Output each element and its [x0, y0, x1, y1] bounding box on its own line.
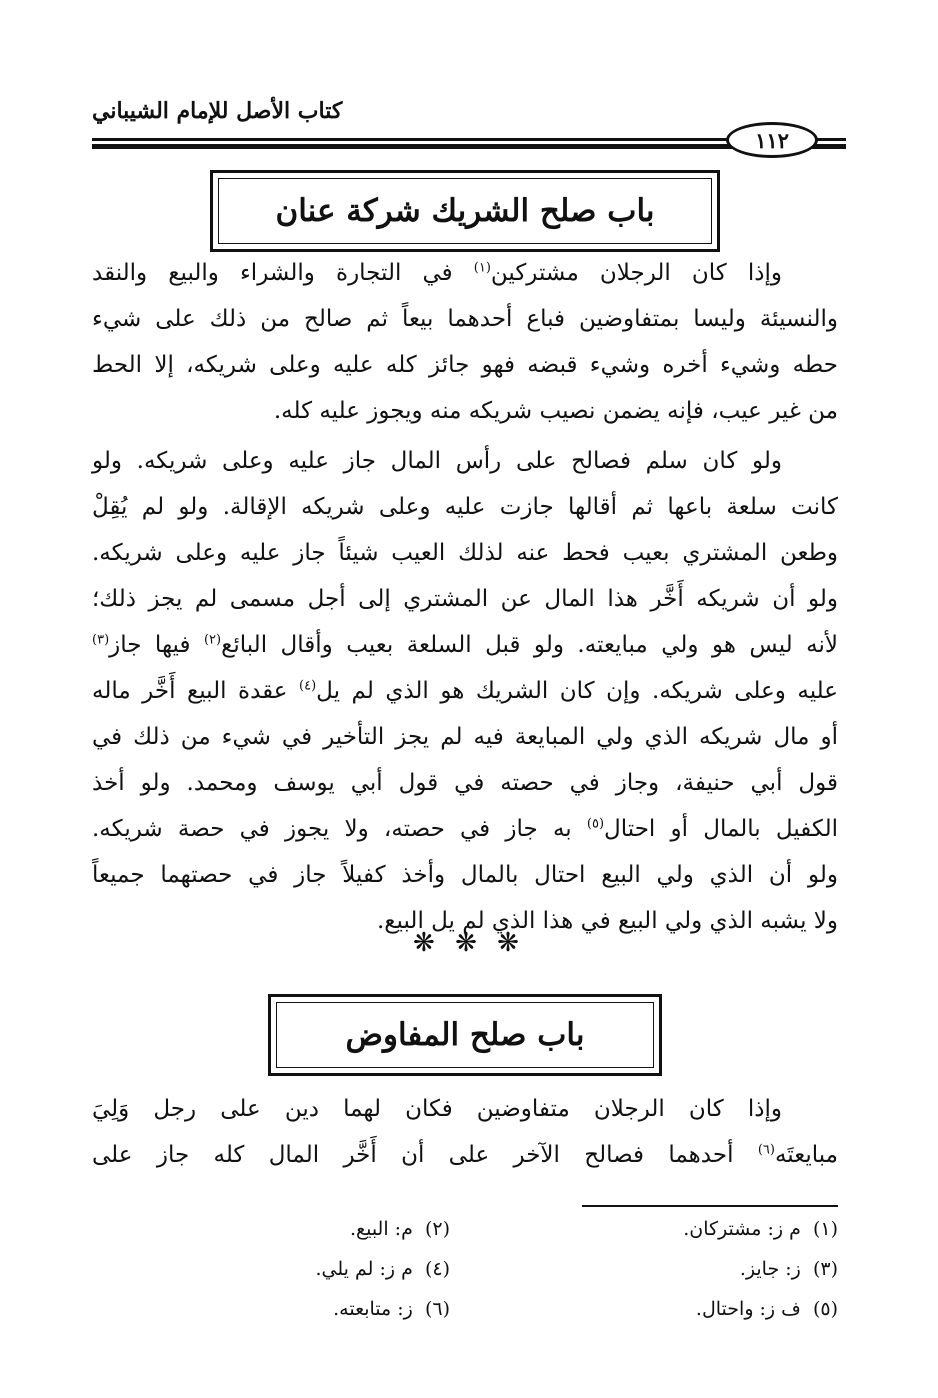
- text-line: ولا يشبه الذي ولي البيع في هذا الذي لم يل البيع.: [377, 908, 838, 934]
- text-line: مبايعتَه$^{(٦)}$ أحدهما فصالح الآخر على أن أَخَّر المال كله جاز على: [92, 1142, 838, 1168]
- text-line: ولو كان سلم فصالح على رأس المال جاز عليه وعلى شريكه. ولو: [92, 448, 782, 474]
- footnote-ref: (٢): [203, 632, 222, 648]
- footnote-separator: [582, 1205, 838, 1207]
- footnote-ref: (١): [473, 260, 491, 276]
- text-line: كانت سلعة باعها ثم أقالها جازت عليه وعلى شريكه الإقالة. ولو لم يُقِلْ: [92, 494, 838, 520]
- text-line: ولو أن شريكه أَخَّر هذا المال عن المشتري إلى أجل مسمى لم يجز ذلك؛: [92, 586, 838, 612]
- chapter-title-frame: [268, 994, 662, 1076]
- paragraph: [92, 438, 838, 944]
- text-line: وإذا كان الرجلان متفاوضين فكان لهما دين على رجل وَلِيَ: [92, 1096, 782, 1122]
- text-line: عليه وعلى شريكه. وإن كان الشريك هو الذي لم يل$^{(٤)}$ عقدة البيع أَخَّر ماله: [92, 678, 838, 704]
- paragraph: [92, 250, 838, 434]
- text-line: قول أبي حنيفة، وجاز في حصته في قول أبي يوسف ومحمد. ولو أخذ: [92, 770, 838, 796]
- footnote-ref: (٤): [299, 678, 317, 694]
- footnote: (٥) ف ز: واحتال.: [695, 1298, 838, 1320]
- page-number: ١١٢: [726, 122, 818, 158]
- running-header: [92, 98, 846, 160]
- text-line: ولو أن الذي ولي البيع احتال بالمال وأخذ كفيلاً جاز في حصتهما جميعاً: [92, 862, 838, 888]
- chapter-title: باب صلح الشريك شركة عنان: [275, 193, 655, 229]
- book-title: كتاب الأصل للإمام الشيباني: [92, 98, 343, 124]
- footnote: (٣) ز: جايز.: [739, 1258, 838, 1280]
- footnote-ref: (٦): [757, 1142, 775, 1158]
- paragraph: [92, 1086, 838, 1178]
- footnote: (٢) م: البيع.: [349, 1218, 450, 1240]
- footnote: (٦) ز: متابعته.: [333, 1298, 450, 1320]
- footnotes: [98, 1218, 838, 1338]
- text-line: وطعن المشتري بعيب فحط عنه لذلك العيب شيئاً جاز عليه وعلى شريكه.: [92, 540, 838, 566]
- text-line: من غير عيب، فإنه يضمن نصيب شريكه منه ويجوز عليه كله.: [273, 398, 838, 424]
- chapter-title: باب صلح المفاوض: [345, 1017, 585, 1053]
- text-line: لأنه ليس هو ولي مبايعته. ولو قبل السلعة بعيب وأقال البائع$^{(٢)}$ فيها جاز$^{(٣)}$: [92, 632, 839, 658]
- footnote: (٤) م ز: لم يلي.: [315, 1258, 450, 1280]
- text-line: والنسيئة وليسا بمتفاوضين فباع أحدهما بيعاً ثم صالح من ذلك على شيء: [92, 306, 838, 332]
- footnote-ref: (٣): [92, 632, 110, 648]
- text-line: وإذا كان الرجلان مشتركين$^{(١)}$ في التجارة والشراء والبيع والنقد: [92, 260, 782, 286]
- section-ornament: ❋ ❋ ❋: [413, 928, 525, 958]
- text-line: أو مال شريكه الذي ولي المبايعة فيه لم يجز التأخير في شيء من ذلك في: [92, 724, 838, 750]
- chapter-title-frame: [210, 170, 720, 252]
- footnote: (١) م ز: مشتركان.: [683, 1218, 838, 1240]
- text-line: الكفيل بالمال أو احتال$^{(٥)}$ به جاز في حصته، ولا يجوز في حصة شريكه.: [92, 816, 838, 842]
- footnote-ref: (٥): [586, 816, 605, 832]
- text-line: حطه وشيء أخره وشيء قبضه فهو جائز كله عليه وعلى شريكه، إلا الحط: [92, 352, 838, 378]
